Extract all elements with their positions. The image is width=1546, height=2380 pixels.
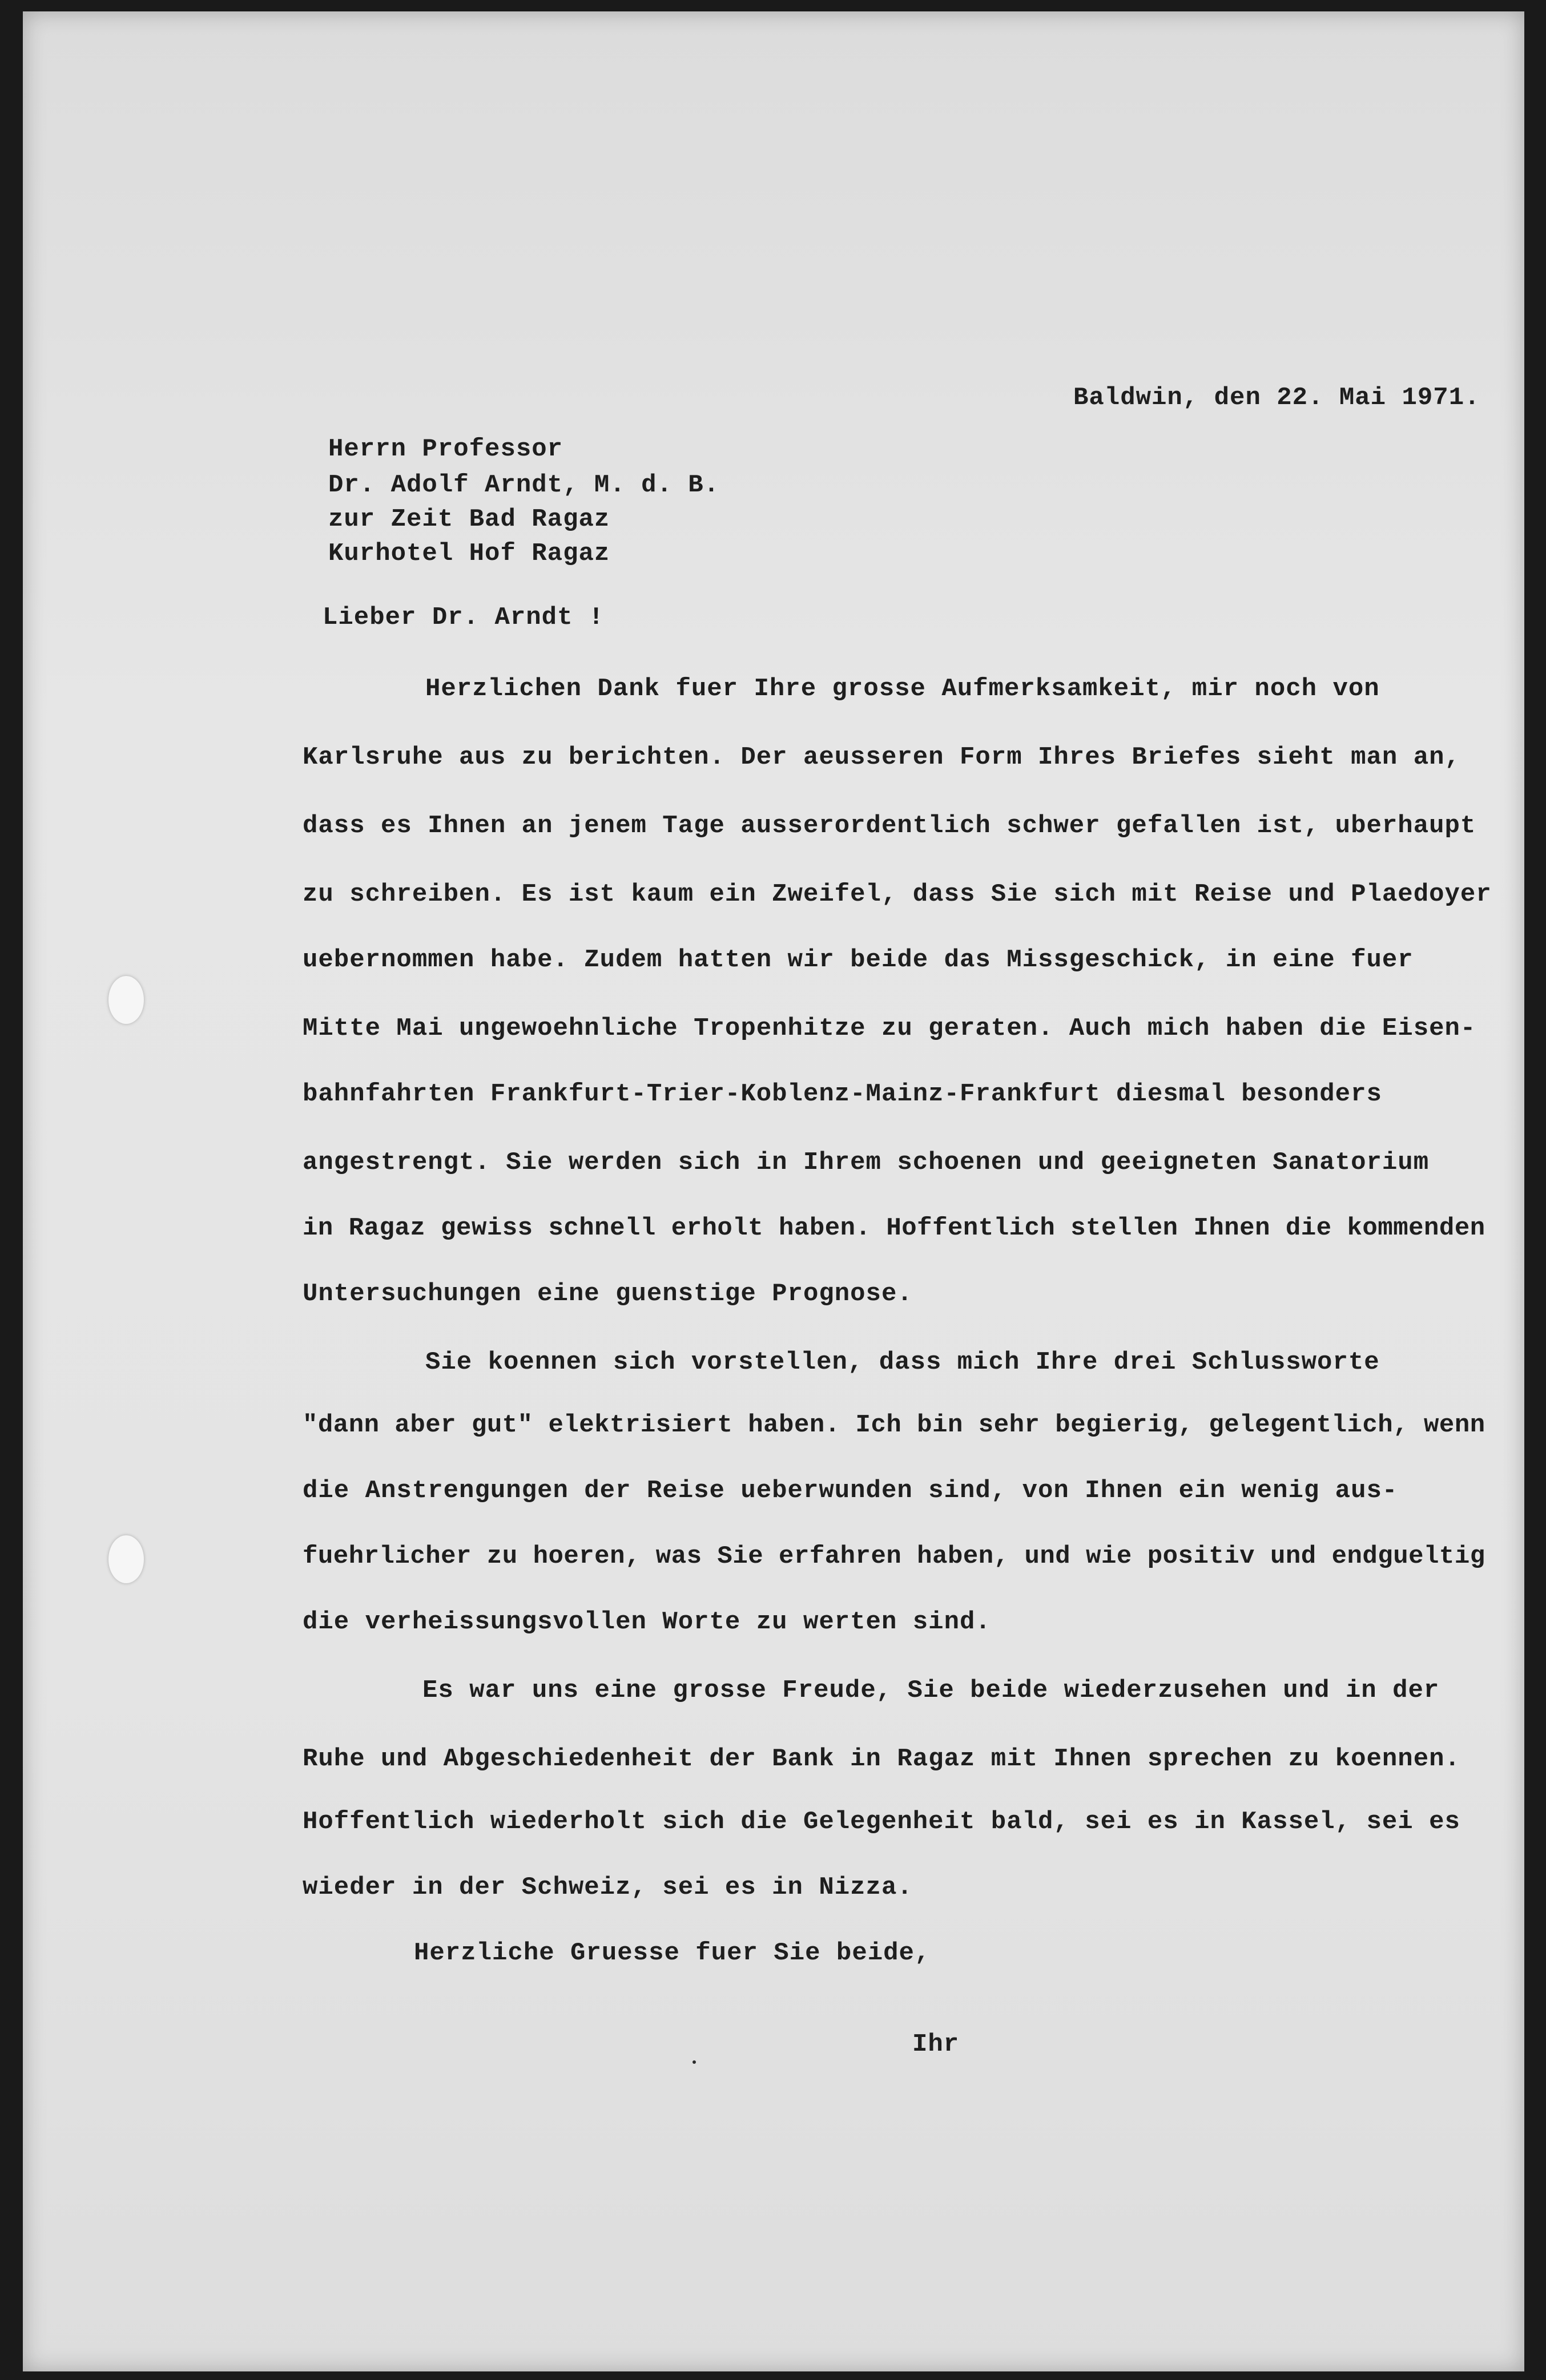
paragraph-1-line: Herzlichen Dank fuer Ihre grosse Aufmerksamkeit, mir noch von: [425, 675, 1380, 703]
recipient-line: Herrn Professor: [328, 435, 563, 463]
signature-word: Ihr: [912, 2030, 960, 2059]
recipient-line: Dr. Adolf Arndt, M. d. B.: [328, 471, 720, 499]
paragraph-2-line: "dann aber gut" elektrisiert haben. Ich bin sehr begierig, gelegentlich, wenn: [303, 1411, 1485, 1439]
paragraph-1-line: in Ragaz gewiss schnell erholt haben. Hoffentlich stellen Ihnen die kommenden: [303, 1214, 1485, 1243]
paragraph-3-line: Es war uns eine grosse Freude, Sie beide wiederzusehen und in der: [422, 1676, 1440, 1705]
paragraph-1-line: angestrengt. Sie werden sich in Ihrem schoenen und geeigneten Sanatorium: [303, 1148, 1430, 1177]
paragraph-1-line: uebernommen habe. Zudem hatten wir beide das Missgeschick, in eine fuer: [303, 946, 1414, 974]
letter-sheet: [23, 11, 1524, 2371]
paragraph-2-line: fuehrlicher zu hoeren, was Sie erfahren haben, und wie positiv und endgueltig: [303, 1542, 1485, 1571]
recipient-line: Kurhotel Hof Ragaz: [328, 539, 610, 568]
place-date: Baldwin, den 22. Mai 1971.: [1073, 384, 1480, 412]
punch-hole-top: [108, 976, 144, 1024]
paragraph-1-line: dass es Ihnen an jenem Tage ausserordentlich schwer gefallen ist, uberhaupt: [303, 812, 1476, 840]
paragraph-2-line: die verheissungsvollen Worte zu werten sind.: [303, 1608, 991, 1636]
paragraph-1-line: bahnfahrten Frankfurt-Trier-Koblenz-Mainz-Frankfurt diesmal besonders: [303, 1080, 1382, 1108]
paragraph-3-line: Hoffentlich wiederholt sich die Gelegenheit bald, sei es in Kassel, sei es: [303, 1808, 1460, 1836]
paragraph-1-line: Karlsruhe aus zu berichten. Der aeusseren Form Ihres Briefes sieht man an,: [303, 743, 1460, 772]
paragraph-1-line: zu schreiben. Es ist kaum ein Zweifel, dass Sie sich mit Reise und Plaedoyer: [303, 880, 1492, 909]
closing-line: Herzliche Gruesse fuer Sie beide,: [414, 1939, 931, 1967]
salutation: Lieber Dr. Arndt !: [323, 603, 605, 632]
paragraph-1-line: Mitte Mai ungewoehnliche Tropenhitze zu geraten. Auch mich haben die Eisen-: [303, 1014, 1476, 1043]
paragraph-2-line: die Anstrengungen der Reise ueberwunden sind, von Ihnen ein wenig aus-: [303, 1477, 1398, 1505]
paragraph-3-line: wieder in der Schweiz, sei es in Nizza.: [303, 1873, 913, 1902]
paragraph-1-line: Untersuchungen eine guenstige Prognose.: [303, 1280, 913, 1308]
recipient-line: zur Zeit Bad Ragaz: [328, 505, 610, 534]
paragraph-2-line: Sie koennen sich vorstellen, dass mich Ihre drei Schlussworte: [425, 1348, 1380, 1377]
punch-hole-bottom: [108, 1535, 144, 1583]
ink-speck: [693, 2060, 696, 2064]
paragraph-3-line: Ruhe und Abgeschiedenheit der Bank in Ragaz mit Ihnen sprechen zu koennen.: [303, 1745, 1460, 1773]
